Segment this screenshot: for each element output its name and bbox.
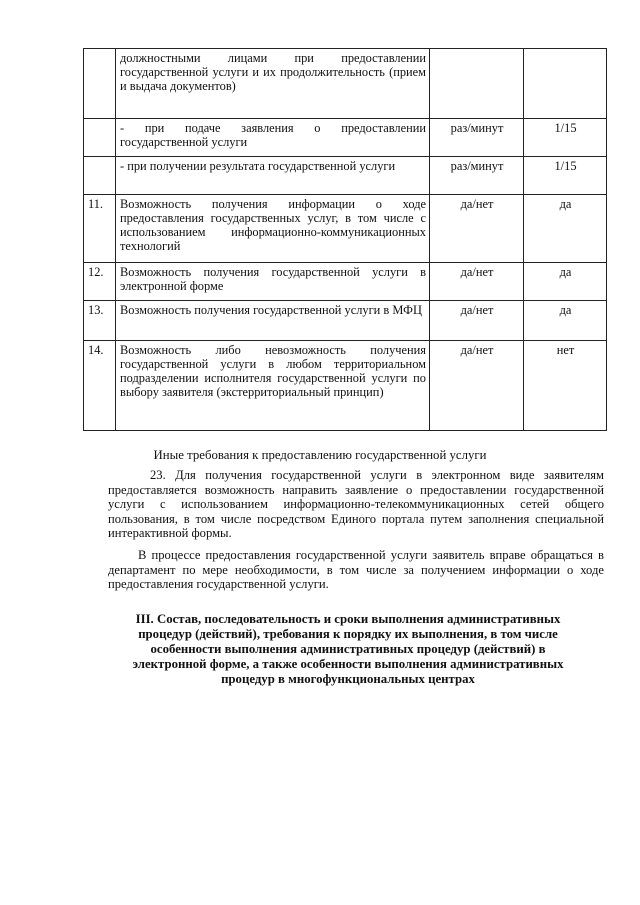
row-value: да [524, 301, 607, 341]
requirements-table [83, 48, 607, 431]
paragraph-process [108, 548, 604, 592]
paragraph-text: В процессе предоставления государственной услуги заявитель вправе обращаться в департамент по мере необходимости, в том числе за получением информации о ходе предоставления государственной услуги. [108, 548, 604, 591]
row-indicator: Возможность получения информации о ходе предоставления государственных услуг, в том числе с использованием информационно-коммуникационных технологий [116, 195, 430, 263]
row-number: 12. [84, 263, 116, 301]
row-value: 1/15 [524, 119, 607, 157]
row-number: 13. [84, 301, 116, 341]
row-value [524, 49, 607, 119]
row-indicator: - при подаче заявления о предоставлении государственной услуги [116, 119, 430, 157]
row-unit: да/нет [430, 301, 524, 341]
subsection-heading: Иные требования к предоставлению государственной услуги [153, 448, 487, 462]
table-row [84, 49, 607, 119]
row-indicator: Возможность либо невозможность получения государственной услуги в любом территориальном подразделении исполнителя государственной услуги по выбору заявителя (экстерриториальный принцип) [116, 341, 430, 431]
row-value: нет [524, 341, 607, 431]
row-value: да [524, 263, 607, 301]
row-number [84, 157, 116, 195]
row-number [84, 119, 116, 157]
row-unit [430, 49, 524, 119]
table-row [84, 119, 607, 157]
row-unit: да/нет [430, 195, 524, 263]
row-indicator: Возможность получения государственной услуги в МФЦ [116, 301, 430, 341]
table-row [84, 195, 607, 263]
row-indicator: должностными лицами при предоставлении государственной услуги и их продолжительность (прием и выдача документов) [116, 49, 430, 119]
row-number: 11. [84, 195, 116, 263]
row-number [84, 49, 116, 119]
table-row [84, 301, 607, 341]
row-value: 1/15 [524, 157, 607, 195]
row-value: да [524, 195, 607, 263]
row-number: 14. [84, 341, 116, 431]
row-unit: да/нет [430, 341, 524, 431]
row-unit: раз/минут [430, 157, 524, 195]
paragraph-23 [108, 468, 604, 541]
section-title: III. Состав, последовательность и сроки выполнения административных процедур (действий), требования к порядку их выполнения, в том числе особенности выполнения административных процедур (действий) в электронной форме, а также особенности выполнения административных процедур в многофункциональных центрах [132, 612, 564, 686]
table-row [84, 157, 607, 195]
table-row [84, 341, 607, 431]
paragraph-text: 23. Для получения государственной услуги в электронном виде заявителям предоставляется возможность направить заявление о предоставлении государственной услуги с использованием информационно-телекоммуникационных сетей общего пользования, в том числе посредством Единого портала путем заполнения специальной интерактивной формы. [108, 468, 604, 540]
row-indicator: - при получении результата государственной услуги [116, 157, 430, 195]
row-unit: да/нет [430, 263, 524, 301]
row-unit: раз/минут [430, 119, 524, 157]
row-indicator: Возможность получения государственной услуги в электронной форме [116, 263, 430, 301]
table-row [84, 263, 607, 301]
